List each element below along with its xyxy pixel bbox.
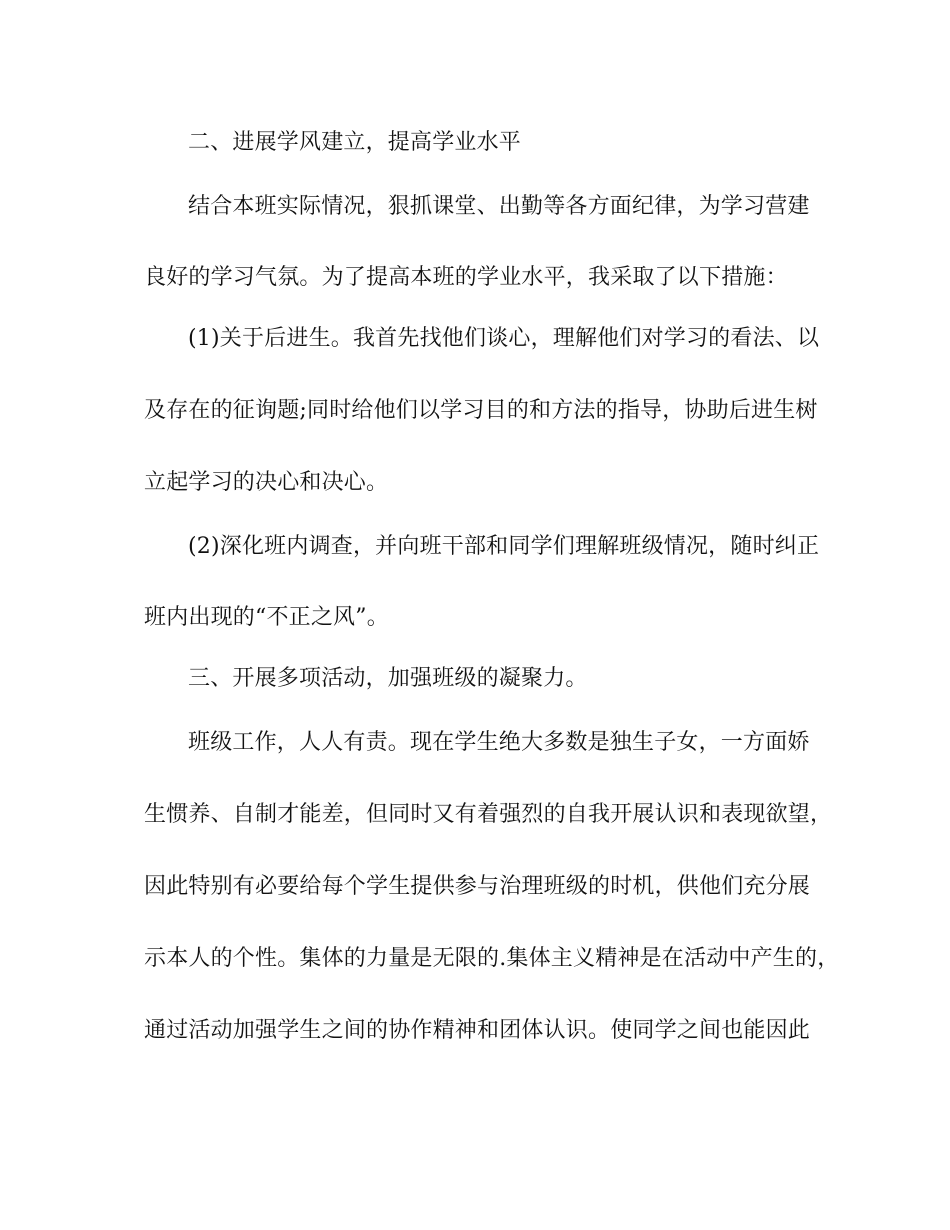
paragraph-line: 班级工作，人人有责。现在学生绝大多数是独生子女，一方面娇 [188, 730, 810, 755]
paragraph-line: 良好的学习气氛。为了提高本班的学业水平，我采取了以下措施： [144, 265, 788, 290]
paragraph-line: 班内出现的“不正之风”。 [144, 605, 389, 630]
paragraph-line: 因此特别有必要给每个学生提供参与治理班级的时机，供他们充分展 [144, 874, 811, 899]
paragraph-line: 及存在的征询题;同时给他们以学习目的和方法的指导，协助后进生树 [144, 398, 818, 423]
section-heading-2: 二、进展学风建立，提高学业水平 [188, 130, 522, 155]
paragraph-line: (2)深化班内调查，并向班干部和同学们理解班级情况，随时纠正 [188, 534, 820, 559]
paragraph-line: (1)关于后进生。我首先找他们谈心，理解他们对学习的看法、以 [188, 326, 820, 351]
paragraph-line: 通过活动加强学生之间的协作精神和团体认识。使同学之间也能因此 [144, 1018, 811, 1043]
paragraph-line: 生惯养、自制才能差，但同时又有着强烈的自我开展认识和表现欲望， [144, 802, 833, 827]
paragraph-line: 立起学习的决心和决心。 [144, 470, 389, 495]
paragraph-line: 示本人的个性。集体的力量是无限的.集体主义精神是在活动中产生的， [144, 946, 840, 971]
section-heading-3: 三、开展多项活动，加强班级的凝聚力。 [188, 666, 588, 691]
paragraph-line: 结合本班实际情况，狠抓课堂、出勤等各方面纪律，为学习营建 [188, 194, 810, 219]
